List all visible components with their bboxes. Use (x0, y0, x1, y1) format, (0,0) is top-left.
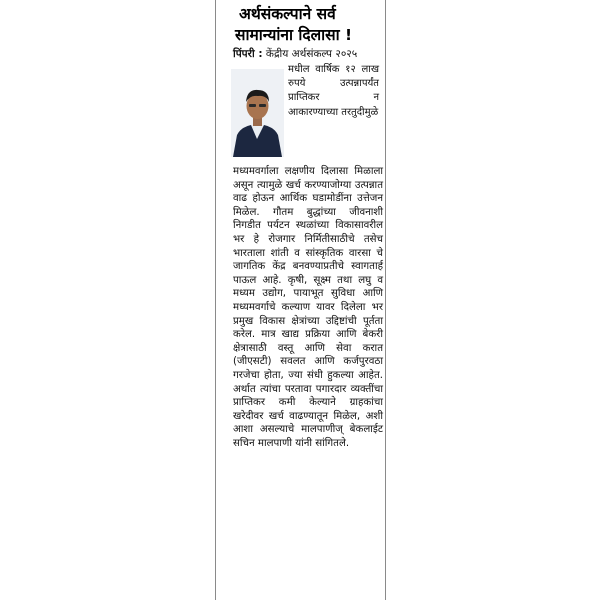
column-rule-right (385, 0, 386, 600)
dateline-place: पिंपरी : (233, 48, 263, 60)
column-rule-left (215, 0, 216, 600)
news-article (225, 0, 385, 600)
article-body: मध्यमवर्गाला लक्षणीय दिलासा मिळाला असून त्यामुळे खर्च करण्याजोग्या उत्पन्नात वाढ होऊन आर्थिक घडामोडींना उत्तेजन मिळेल. गौतम बुद्धांच्या जीवनाशी निगडीत पर्यटन स्थळांच्या विकासावरील भर हे रोजगार निर्मितीसाठीचे तसेच भारताला शांती व सांस्कृतिक वारसा चे जागतिक केंद्र बनवण्याप्रतीचे स्वागतार्ह पाऊल आहे. कृषी, सूक्ष्म तथा लघु व मध्यम उद्योग, पायाभूत सुविधा आणि मध्यमवर्गाचे कल्याण यावर दिलेला भर प्रमुख विकास क्षेत्रांच्या उद्दिष्टांची पूर्तता करेल. मात्र खाद्य प्रक्रिया आणि बेकरी क्षेत्रासाठी वस्तू आणि सेवा करात (जीएसटी) सवलत आणि कर्जपुरवठा गरजेचा होता, ज्या संधी हुकल्या आहेत. अर्थात त्यांचा परतावा पगारदार व्यक्तींचा प्राप्तिकर कमी केल्याने ग्राहकांचा खरेदीवर खर्च वाढण्यातून मिळेल, अशी आशा असल्याचे मालपाणीज् बेकलाईट सचिन मालपाणी यांनी सांगितले. (233, 166, 383, 449)
headline (235, 4, 385, 46)
dateline (233, 47, 383, 61)
lead-continued: मधील वार्षिक १२ लाख रुपये उत्पन्नापर्यंत प्राप्तिकर न आकारण्याच्या तरतुदीमुळे (288, 64, 379, 118)
headline-line-2: सामान्यांना दिलासा ! (235, 26, 353, 44)
lead-text: केंद्रीय अर्थसंकल्प २०२५ (265, 48, 358, 60)
person-portrait-icon (231, 69, 284, 157)
headline-line-1: अर्थसंकल्पाने सर्व (239, 5, 336, 23)
